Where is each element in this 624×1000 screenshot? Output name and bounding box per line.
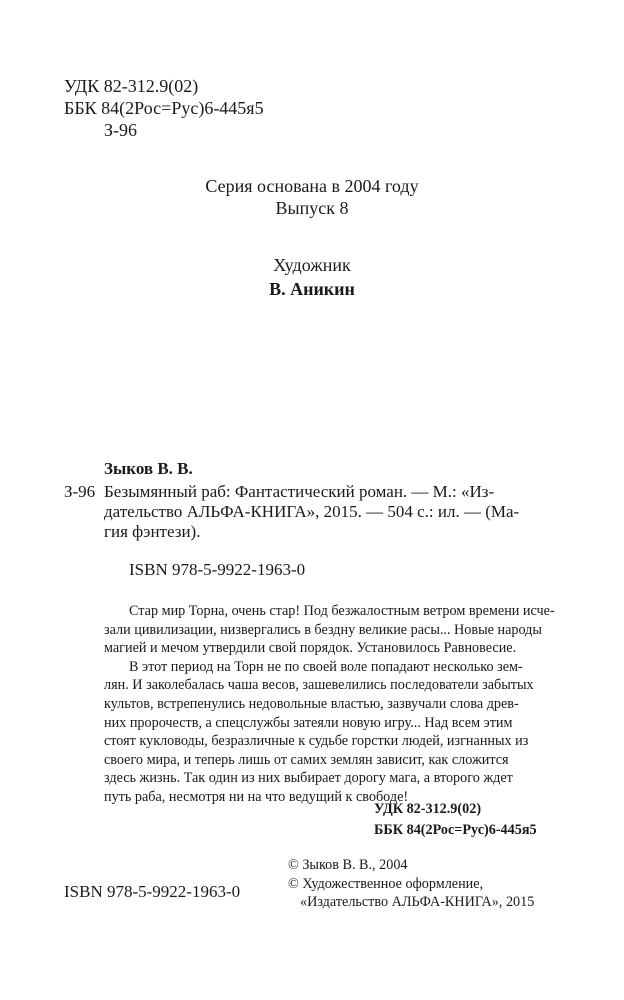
series-issue: Выпуск 8 [275, 198, 349, 218]
copyright-line: «Издательство АЛЬФА-КНИГА», 2015 [300, 894, 535, 911]
author-mark-top: З-96 [104, 120, 138, 140]
annotation-line: них пророчеств, а спецслужбы затеяли новую игру... Над всем этим [104, 714, 513, 731]
annotation [104, 602, 558, 807]
artist-label: Художник [273, 255, 351, 275]
annotation-line: путь раба, несмотря ни на что ведущий к свободе! [104, 788, 409, 805]
annotation-line: стоят кукловоды, безразличные к судьбе горстки людей, изгнанных из [104, 733, 529, 750]
copyright-line: © Зыков В. В., 2004 [288, 857, 408, 873]
artist-name: В. Аникин [269, 279, 355, 299]
annotation-line: своего мира, и теперь лишь от самих землян зависит, как сложится [104, 751, 509, 768]
annotation-line: зали цивилизации, низвергались в бездну великие расы... Новые народы [104, 621, 542, 638]
bibliographic-line: гия фэнтези). [104, 522, 201, 541]
copyright-line: © Художественное оформление, [288, 875, 484, 892]
series-founded: Серия основана в 2004 году [205, 176, 419, 196]
isbn-record: ISBN 978-5-9922-1963-0 [129, 560, 306, 579]
annotation-line: культов, встрепенулись недовольные властью, зазвучали слова древ- [104, 695, 519, 712]
isbn-footer: ISBN 978-5-9922-1963-0 [64, 882, 241, 901]
author-mark: З-96 [64, 482, 96, 501]
bibliographic-line: дательство АЛЬФА-КНИГА», 2015. — 504 с.: ил. — (Ма- [104, 502, 520, 521]
udk-top: УДК 82-312.9(02) [64, 76, 199, 96]
annotation-line: Стар мир Торна, очень стар! Под безжалостным ветром времени исче- [129, 603, 555, 619]
annotation-line: лян. И заколебалась чаша весов, зашевелились последователи забытых [104, 677, 534, 694]
bbk-bottom: ББК 84(2Рос=Рус)6-445я5 [374, 822, 537, 838]
bibliographic-line: Безымянный раб: Фантастический роман. — М.: «Из- [104, 482, 495, 501]
bbk-top: ББК 84(2Рос=Рус)6-445я5 [64, 98, 264, 118]
bibliographic-description [104, 482, 560, 542]
copyright-block [288, 856, 534, 912]
annotation-line: В этот период на Торн не по своей воле попадают несколько зем- [129, 658, 523, 675]
annotation-line: здесь жизнь. Так один из них выбирает дорогу мага, а второго ждет [104, 770, 513, 787]
udk-bottom: УДК 82-312.9(02) [374, 801, 482, 817]
author-name: Зыков В. В. [104, 459, 193, 478]
annotation-line: магией и мечом утвердили свой порядок. Установилось Равновесие. [104, 640, 517, 657]
